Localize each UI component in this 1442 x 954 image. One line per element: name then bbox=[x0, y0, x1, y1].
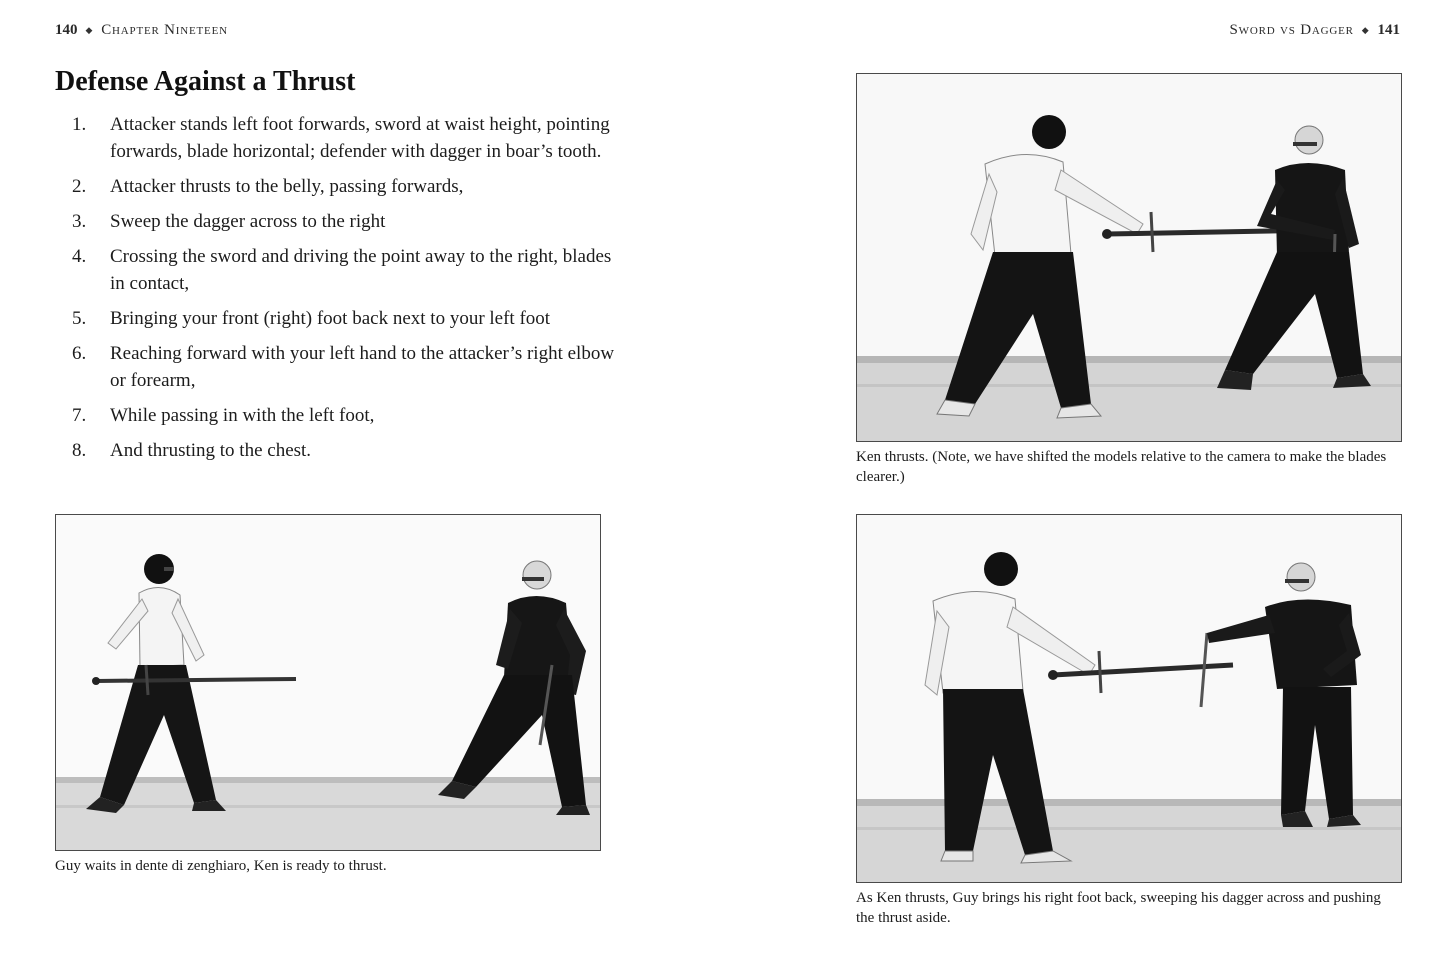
step-item bbox=[55, 243, 615, 297]
page-number-right: 141 bbox=[1377, 22, 1400, 38]
section-title: Defense Against a Thrust bbox=[55, 66, 356, 97]
chapter-title: Chapter Nineteen bbox=[101, 22, 228, 38]
step-text: Sweep the dagger across to the right bbox=[110, 211, 386, 232]
step-number: 8. bbox=[72, 440, 87, 461]
running-head-right bbox=[1230, 22, 1400, 39]
step-text: Reaching forward with your left hand to the attacker’s right elbow or forearm, bbox=[110, 343, 615, 391]
photo-dagger-sweep bbox=[856, 514, 1402, 883]
step-number: 5. bbox=[72, 308, 87, 329]
step-text: While passing in with the left foot, bbox=[110, 405, 375, 426]
diamond-ornament-icon: ◆ bbox=[85, 25, 94, 35]
step-number: 4. bbox=[72, 246, 87, 267]
step-number: 2. bbox=[72, 176, 87, 197]
step-item bbox=[55, 340, 615, 394]
step-item bbox=[55, 111, 615, 165]
photo-ken-thrusts bbox=[856, 73, 1402, 442]
photo-illustration bbox=[857, 74, 1401, 441]
photo-illustration bbox=[857, 515, 1401, 882]
photo-illustration bbox=[56, 515, 600, 850]
figure-caption: Ken thrusts. (Note, we have shifted the models relative to the camera to make the blades clearer.) bbox=[856, 449, 1387, 485]
step-item bbox=[55, 173, 615, 200]
step-number: 3. bbox=[72, 211, 87, 232]
photo-guard-position bbox=[55, 514, 601, 851]
section-running-title: Sword vs Dagger bbox=[1229, 22, 1354, 38]
steps-list bbox=[55, 111, 615, 472]
figure-caption: As Ken thrusts, Guy brings his right foot back, sweeping his dagger across and pushing the thrust aside. bbox=[856, 890, 1381, 926]
step-text: Crossing the sword and driving the point away to the right, blades in contact, bbox=[110, 246, 612, 294]
diamond-ornament-icon: ◆ bbox=[1361, 25, 1370, 35]
running-head-left bbox=[55, 22, 228, 39]
step-number: 6. bbox=[72, 343, 87, 364]
step-text: And thrusting to the chest. bbox=[110, 440, 312, 461]
step-item bbox=[55, 437, 615, 464]
step-text: Bringing your front (right) foot back next to your left foot bbox=[110, 308, 551, 329]
step-item bbox=[55, 208, 615, 235]
step-item bbox=[55, 402, 615, 429]
step-number: 7. bbox=[72, 405, 87, 426]
page-number-left: 140 bbox=[55, 22, 78, 38]
step-text: Attacker thrusts to the belly, passing forwards, bbox=[110, 176, 464, 197]
step-item bbox=[55, 305, 615, 332]
figure-caption: Guy waits in dente di zenghiaro, Ken is ready to thrust. bbox=[55, 858, 387, 874]
step-number: 1. bbox=[72, 114, 87, 135]
step-text: Attacker stands left foot forwards, sword at waist height, pointing forwards, blade horizontal; defender with dagger in boar’s tooth. bbox=[110, 114, 610, 162]
